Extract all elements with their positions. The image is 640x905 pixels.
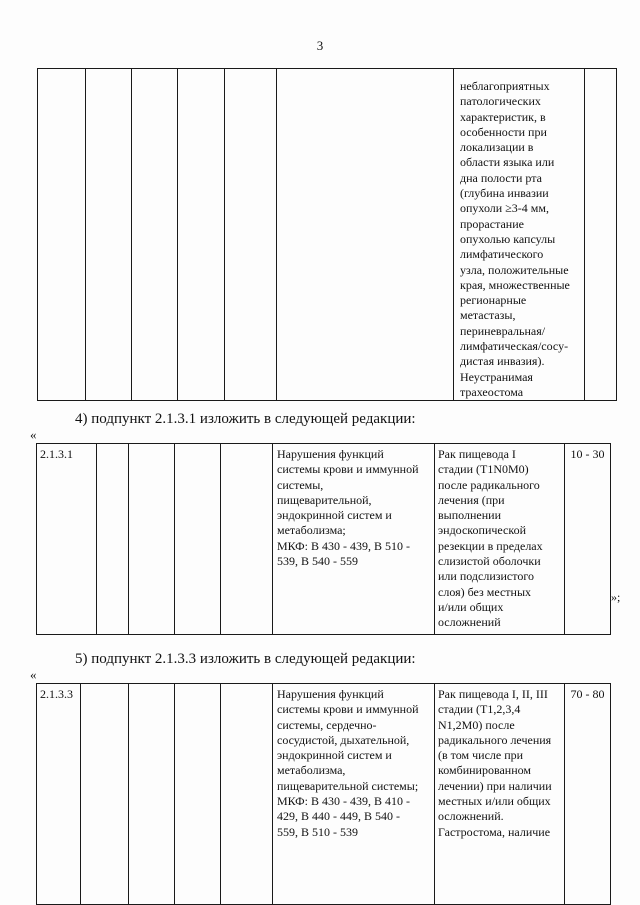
empty-cell [129,684,175,905]
text-line: эндоскопической [438,523,526,538]
text-line: неблагоприятных [460,79,550,93]
disorder-cell [273,684,435,905]
text-line: лимфатического [460,247,544,262]
text-line: Гастростома, наличие [438,824,551,839]
text-line: патологических [460,94,541,109]
text-line: резекции в пределах [438,538,543,553]
empty-cell [129,444,175,635]
text-line: особенности при [460,124,547,139]
text-line: стадии (T1N0M0) [438,462,529,477]
text-line: прорастание [460,216,524,231]
text-line: метастазы, [460,308,516,323]
pathology-cell [454,69,585,401]
text-line: Нарушения функций [277,687,384,701]
empty-cell [225,69,277,401]
text-line: системы крови и иммунной [277,702,419,717]
disorder-cell [273,444,435,635]
row-code: 2.1.3.1 [40,447,73,461]
text-line: осложнений [438,615,501,630]
empty-cell [81,684,129,905]
percent-cell [565,444,611,635]
text-line: лимфатическая/сосу- [460,339,569,354]
text-line: дна полости рта [460,170,542,185]
empty-cell [221,684,273,905]
empty-cell [175,684,221,905]
text-line: характеристик, в [460,109,546,124]
percent-cell [565,684,611,905]
text-line: слоя) без местных [438,584,532,599]
section-4-heading: 4) подпункт 2.1.3.1 изложить в следующей редакции: [75,411,416,427]
text-line: опухолью капсулы [460,231,556,246]
text-line: пищеварительной, [277,492,372,507]
text-line: и/или общих [438,599,504,614]
text-line: периневральная/ [460,323,546,338]
empty-cell [178,69,225,401]
text-line: местных и/или общих [438,794,551,809]
empty-cell [585,69,617,401]
text-line: 429, B 440 - 449, B 540 - [277,809,400,824]
text-line: МКФ: B 430 - 439, B 510 - [277,538,410,553]
pathology-cell [435,684,565,905]
empty-cell [132,69,178,401]
text-line: (глубина инвазии [460,186,549,201]
text-line: пищеварительной системы; [277,778,419,793]
opening-quote: « [30,427,37,442]
text-line: метаболизма; [277,523,346,538]
empty-cell [221,444,273,635]
closing-quote: »; [611,590,621,604]
empty-cell [38,69,86,401]
text-line: 559, B 510 - 539 [277,824,358,839]
text-line: опухоли ≥3-4 мм, [460,201,549,216]
text-line: радикального лечения [438,732,552,747]
code-cell [37,444,97,635]
text-line: слизистой оболочки [438,554,541,569]
empty-cell [277,69,454,401]
text-line: системы, [277,477,324,492]
percent-value: 70 - 80 [570,687,605,701]
text-line: Неустранимая [460,369,533,384]
text-line: дистая инвазия). [460,354,545,369]
text-line: Рак пищевода I [438,447,516,461]
text-line: сосудистой, дыхательной, [277,732,410,747]
text-line: осложнений. [438,809,504,824]
row-code: 2.1.3.3 [40,687,73,701]
text-line: эндокринной систем и [277,508,392,523]
text-line: выполнении [438,508,501,523]
text-line: или подслизистого [438,569,534,584]
text-line: (в том числе при [438,748,524,763]
amendment-table-2-1-3-1 [36,443,611,635]
code-cell [37,684,81,905]
text-line: трахеостома [460,384,524,399]
empty-cell [97,444,129,635]
text-line: Рак пищевода I, II, III [438,687,548,701]
section-5-heading: 5) подпункт 2.1.3.3 изложить в следующей редакции: [75,651,416,667]
text-line: края, множественные [460,277,570,292]
text-line: N1,2M0) после [438,717,515,732]
text-line: локализации в [460,140,534,155]
page-number: 3 [316,38,324,53]
text-line: лечении) при наличии [438,778,552,793]
text-line: лечения (при [438,492,505,507]
text-line: 539, B 540 - 559 [277,554,358,569]
text-line: области языка или [460,155,555,170]
empty-cell [86,69,132,401]
text-line: Нарушения функций [277,447,384,461]
text-line: регионарные [460,293,527,308]
amendment-table-2-1-3-3 [36,683,611,905]
text-line: метаболизма, [277,763,346,778]
empty-cell [175,444,221,635]
text-line: после радикального [438,477,540,492]
pathology-cell [435,444,565,635]
text-line: стадии (T1,2,3,4 [438,702,521,717]
text-line: МКФ: B 430 - 439, B 410 - [277,794,410,809]
text-line: эндокринной систем и [277,748,392,763]
percent-value: 10 - 30 [570,447,605,461]
opening-quote: « [30,667,37,682]
text-line: узла, положительные [460,262,569,277]
text-line: комбинированном [438,763,531,778]
text-line: системы, сердечно- [277,717,377,732]
continuation-table [37,68,617,401]
text-line: системы крови и иммунной [277,462,419,477]
